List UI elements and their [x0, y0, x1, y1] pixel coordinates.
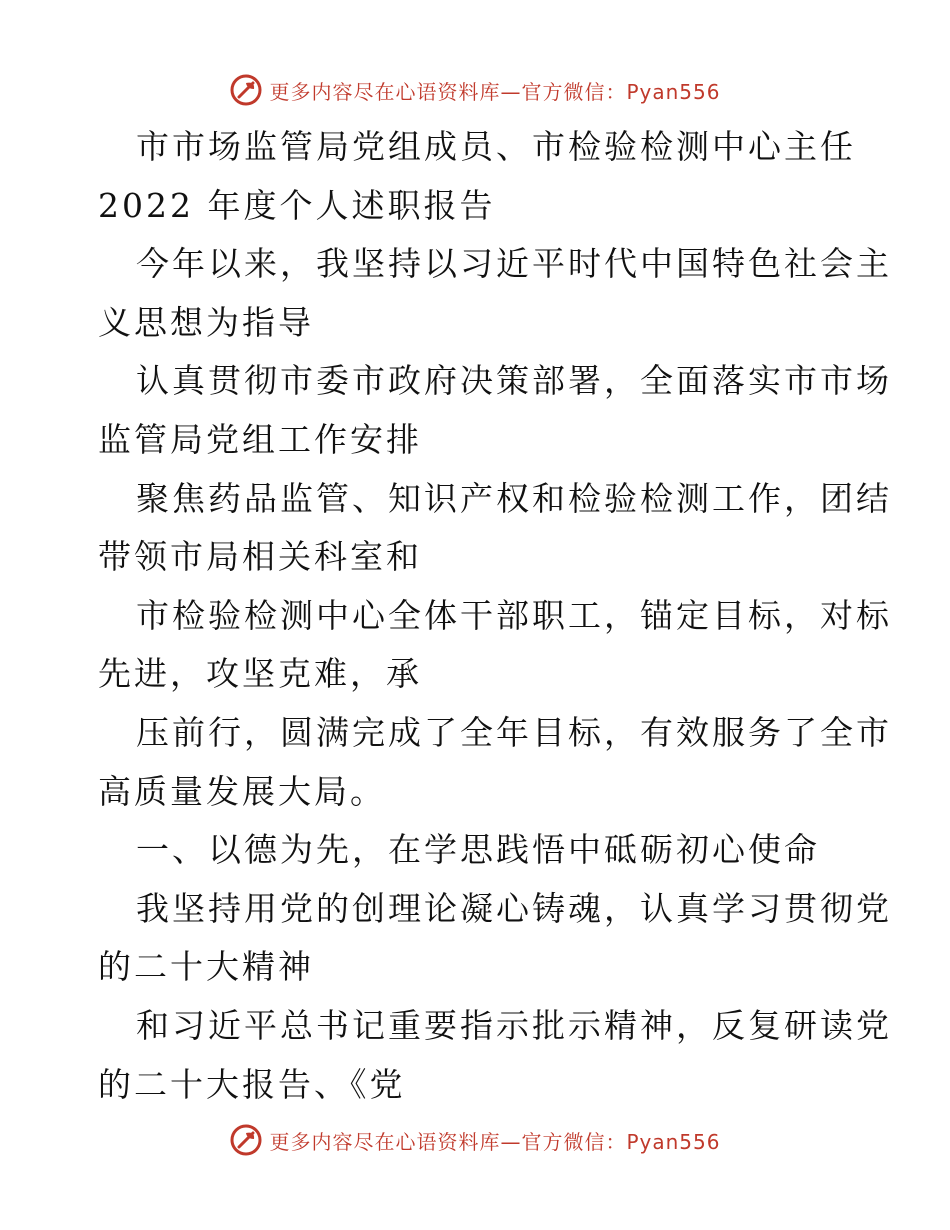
- doc-line: 市检验检测中心全体干部职工，锚定目标，对标: [136, 595, 892, 635]
- doc-line: 今年以来，我坚持以习近平时代中国特色社会主: [136, 244, 892, 284]
- doc-line: 的二十大报告、《党: [98, 1064, 406, 1104]
- document-body: [98, 118, 892, 1114]
- doc-line: 先进，攻坚克难，承: [98, 654, 422, 694]
- doc-line: 2022 年度个人述职报告: [98, 185, 496, 225]
- doc-line: 压前行，圆满完成了全年目标，有效服务了全市: [136, 712, 892, 752]
- watermark-text: 更多内容尽在心语资料库—官方微信：Pyan556: [269, 79, 721, 104]
- doc-line: 和习近平总书记重要指示批示精神，反复研读党: [136, 1005, 892, 1045]
- doc-line: 带领市局相关科室和: [98, 537, 422, 577]
- doc-line: 聚焦药品监管、知识产权和检验检测工作，团结: [136, 478, 892, 518]
- quill-logo-icon: [229, 73, 263, 107]
- doc-line: 的二十大精神: [98, 947, 314, 987]
- quill-logo-icon: [229, 1123, 263, 1157]
- doc-line: 市市场监管局党组成员、市检验检测中心主任: [136, 127, 856, 166]
- doc-line: 认真贯彻市委市政府决策部署，全面落实市市场: [136, 361, 892, 401]
- watermark-header: [0, 68, 950, 112]
- doc-line: 监管局党组工作安排: [98, 419, 422, 459]
- watermark-text: 更多内容尽在心语资料库—官方微信：Pyan556: [269, 1129, 721, 1154]
- watermark-footer: [0, 1118, 950, 1162]
- doc-line: 我坚持用党的创理论凝心铸魂，认真学习贯彻党: [136, 888, 892, 928]
- doc-line: 高质量发展大局。: [98, 771, 386, 811]
- doc-line: 义思想为指导: [98, 302, 314, 342]
- section-heading: 一、以德为先，在学思践悟中砥砺初心使命: [136, 830, 820, 870]
